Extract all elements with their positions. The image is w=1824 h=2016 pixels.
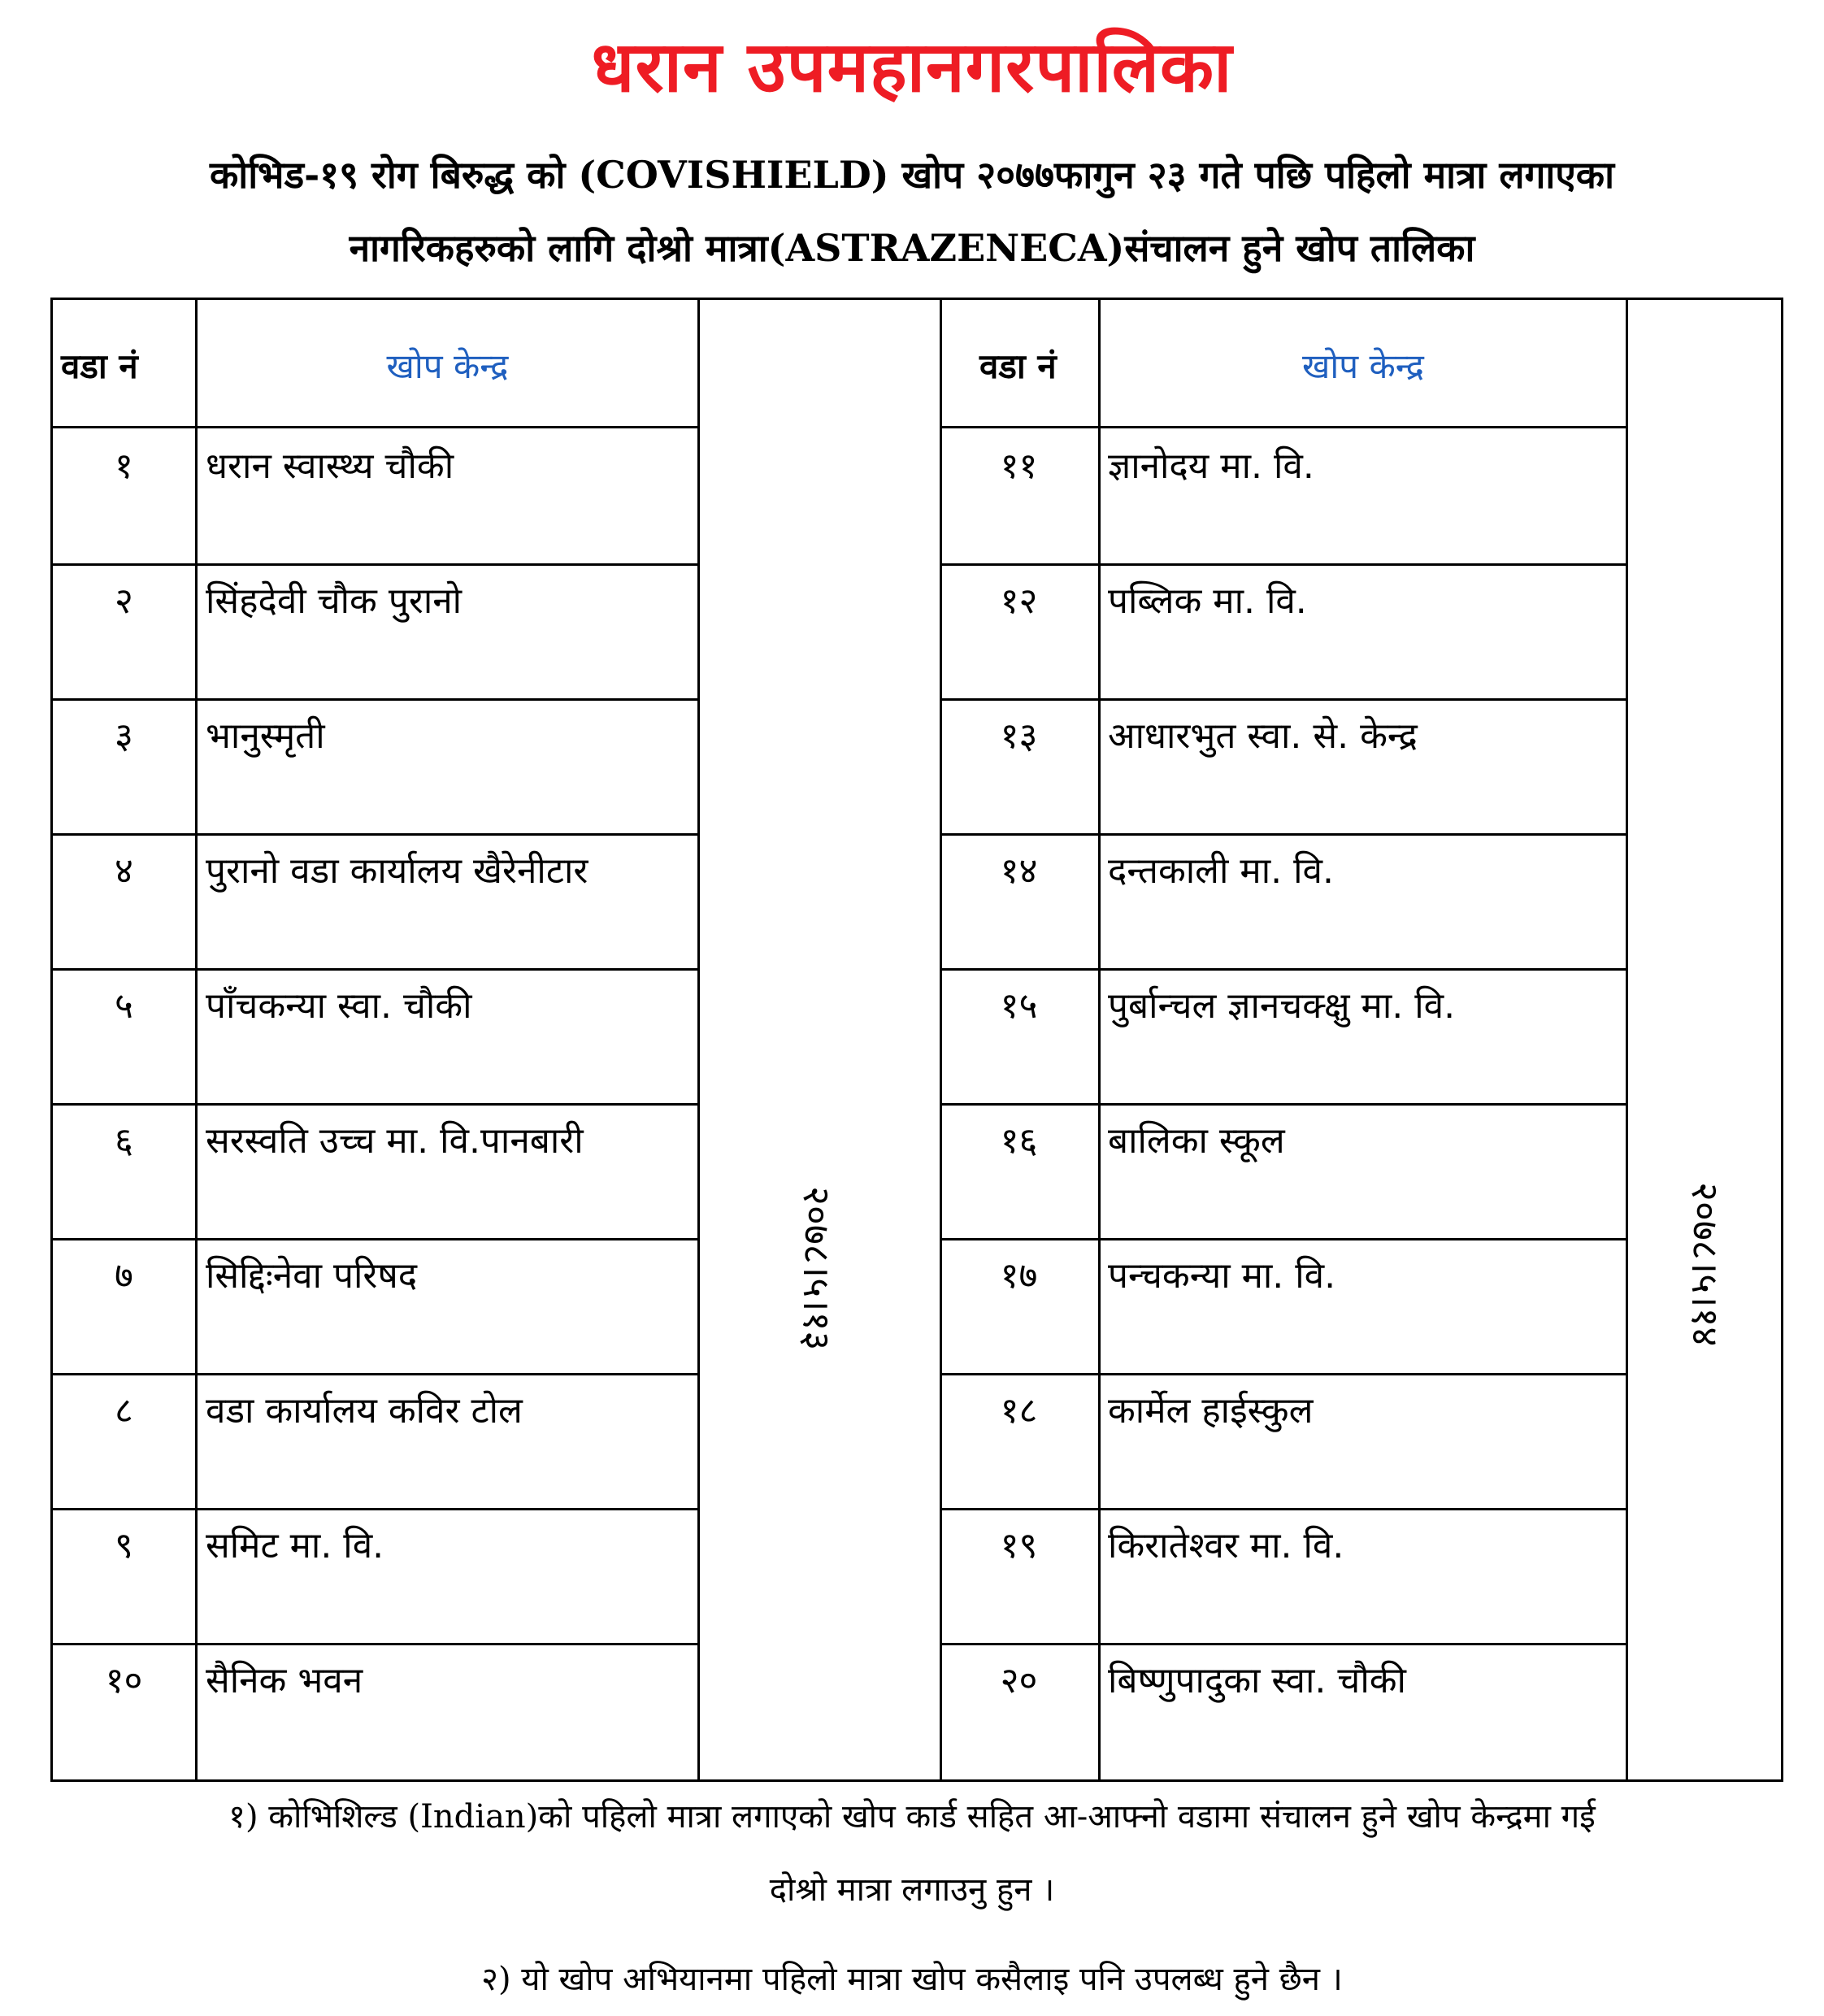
vaccination-center-name: ज्ञानोदय मा. वि. [1108, 445, 1314, 487]
vaccination-center-name: सिंहदेवी चौक पुरानो [206, 580, 463, 622]
vaccination-center-name: सैनिक भवन [206, 1660, 363, 1701]
header-center-left: खोप केन्द्र [386, 346, 509, 386]
column-divider [195, 300, 198, 1779]
column-divider [1626, 300, 1628, 1779]
ward-number: १५ [1000, 985, 1038, 1027]
row-divider [53, 833, 697, 836]
vaccination-center-name: बिष्णुपादुका स्वा. चौकी [1108, 1660, 1406, 1701]
vaccination-center-name: दन्तकाली मा. वि. [1108, 850, 1334, 892]
vaccination-schedule-table [50, 298, 1783, 1782]
row-divider [940, 698, 1626, 701]
ward-number: १० [105, 1660, 143, 1701]
ward-number: १६ [1000, 1120, 1038, 1162]
date-right: २०७८।५।१४ [1683, 1182, 1727, 1347]
row-divider [940, 1238, 1626, 1240]
row-divider [940, 426, 1626, 428]
ward-number: १९ [1000, 1525, 1038, 1566]
vaccination-center-name: आधारभुत स्वा. से. केन्द्र [1108, 715, 1418, 757]
ward-number: ५ [115, 985, 133, 1027]
vaccination-center-name: पुरानो वडा कार्यालय खैरेनीटार [206, 850, 588, 892]
row-divider [53, 698, 697, 701]
header-ward-right: वडा नं [979, 346, 1057, 386]
ward-number: १४ [1000, 850, 1038, 892]
vaccination-center-name: वडा कार्यालय कविर टोल [206, 1390, 523, 1432]
vaccination-center-name: समिट मा. वि. [206, 1525, 384, 1566]
vaccination-center-name: धरान स्वास्थ्य चौकी [206, 445, 454, 487]
row-divider [53, 1373, 697, 1375]
row-divider [53, 426, 697, 428]
ward-number: १ [115, 445, 133, 487]
vaccination-center-name: पुर्बान्चल ज्ञानचक्क्षु मा. वि. [1108, 985, 1456, 1027]
header-center-right: खोप केन्द्र [1302, 346, 1424, 386]
vaccination-center-name: बालिका स्कूल [1108, 1120, 1285, 1162]
vaccination-center-name: किरातेश्वर मा. वि. [1108, 1525, 1344, 1566]
header-ward-left: वडा नं [61, 346, 138, 386]
ward-number: २ [115, 580, 133, 622]
note-1-line-2: दोश्रो मात्रा लगाउनु हुन । [769, 1871, 1055, 1909]
ward-number: १७ [1000, 1255, 1038, 1297]
ward-number: २० [1000, 1660, 1038, 1701]
row-divider [940, 1373, 1626, 1375]
ward-number: ७ [115, 1255, 133, 1297]
ward-number: ९ [115, 1525, 133, 1566]
vaccination-center-name: कार्मेल हाईस्कुल [1108, 1390, 1314, 1432]
row-divider [53, 1103, 697, 1106]
row-divider [53, 968, 697, 971]
ward-number: १८ [1000, 1390, 1038, 1432]
vaccination-center-name: भानुस्मृती [206, 715, 325, 757]
row-divider [940, 968, 1626, 971]
column-divider [697, 300, 700, 1779]
vaccination-center-name: पब्लिक मा. वि. [1108, 580, 1307, 622]
row-divider [53, 1238, 697, 1240]
column-divider [1098, 300, 1101, 1779]
vaccination-center-name: पन्चकन्या मा. वि. [1108, 1255, 1336, 1297]
row-divider [53, 1643, 697, 1645]
row-divider [940, 833, 1626, 836]
date-left: २०७८।५।१३ [795, 1186, 839, 1351]
page-title: धरान उपमहानगरपालिका [591, 27, 1233, 108]
note-2: २) यो खोप अभियानमा पहिलो मात्रा खोप कसैलाइ पनि उपलब्ध हुने छैन । [481, 1961, 1343, 1998]
note-1-line-1: १) कोभिशिल्ड (Indian)को पहिलो मात्रा लगाएको खोप कार्ड सहित आ-आफ्नो वडामा संचालन हुने खोप केन्द्रमा गई [228, 1798, 1596, 1836]
subtitle-line-2: नागरिकहरुको लागि दोश्रो मात्रा(ASTRAZENECA)संचालन हुने खोप तालिका [349, 226, 1475, 270]
vaccination-center-name: सरस्वति उच्च मा. वि.पानबारी [206, 1120, 584, 1162]
ward-number: १३ [1000, 715, 1038, 757]
row-divider [940, 1643, 1626, 1645]
vaccination-center-name: पाँचकन्या स्वा. चौकी [206, 985, 472, 1027]
vaccination-center-name: सिद्दिःनेवा परिषद [206, 1255, 418, 1297]
ward-number: ४ [115, 850, 133, 892]
subtitle-line-1: कोभिड-१९ रोग बिरुद्ध को (COVISHIELD) खोप २०७७फागुन २३ गते पछि पहिलो मात्रा लगाएका [209, 153, 1614, 197]
ward-number: ८ [115, 1390, 133, 1432]
row-divider [940, 1103, 1626, 1106]
row-divider [53, 563, 697, 566]
row-divider [940, 563, 1626, 566]
ward-number: ३ [115, 715, 133, 757]
row-divider [53, 1508, 697, 1510]
ward-number: १२ [1000, 580, 1038, 622]
row-divider [940, 1508, 1626, 1510]
ward-number: ११ [1000, 445, 1038, 487]
ward-number: ६ [115, 1120, 133, 1162]
